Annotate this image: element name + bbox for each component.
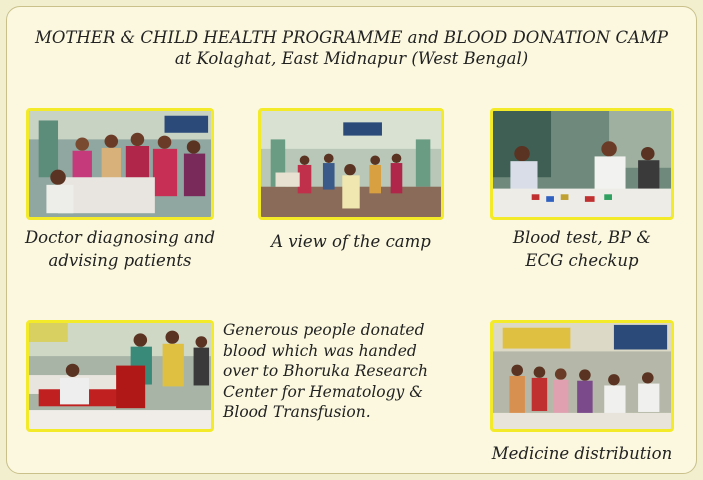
caption-line: ECG checkup — [525, 251, 639, 270]
caption-line: A view of the camp — [271, 232, 431, 251]
description-line: Blood Transfusion. — [223, 403, 371, 421]
caption-line: Doctor diagnosing and — [24, 228, 216, 247]
page-title-line-2: at Kolaghat, East Midnapur (West Bengal) — [174, 49, 529, 68]
caption-line: Medicine distribution — [491, 444, 673, 463]
description-line: blood which was handed — [223, 341, 417, 360]
description-line: Center for Hematology & — [223, 382, 424, 401]
photo-camp-view — [258, 108, 444, 220]
caption-line: Blood test, BP & — [512, 228, 652, 247]
caption-medicine-distribution — [476, 442, 688, 465]
photo-blood-test — [490, 108, 674, 220]
caption-line: advising patients — [48, 251, 192, 270]
caption-blood-test — [476, 226, 688, 272]
caption-doctor-diagnosing — [14, 226, 226, 272]
photo-doctor-diagnosing — [26, 108, 214, 220]
photo-blood-donation — [26, 320, 214, 432]
description-line: Generous people donated — [223, 321, 425, 339]
caption-camp-view — [246, 230, 456, 253]
donation-description — [223, 320, 433, 423]
description-line: over to Bhoruka Research — [223, 362, 429, 380]
photo-medicine-distribution — [490, 320, 674, 432]
page-title-line-1: MOTHER & CHILD HEALTH PROGRAMME and BLOOD DONATION CAMP — [34, 28, 669, 47]
